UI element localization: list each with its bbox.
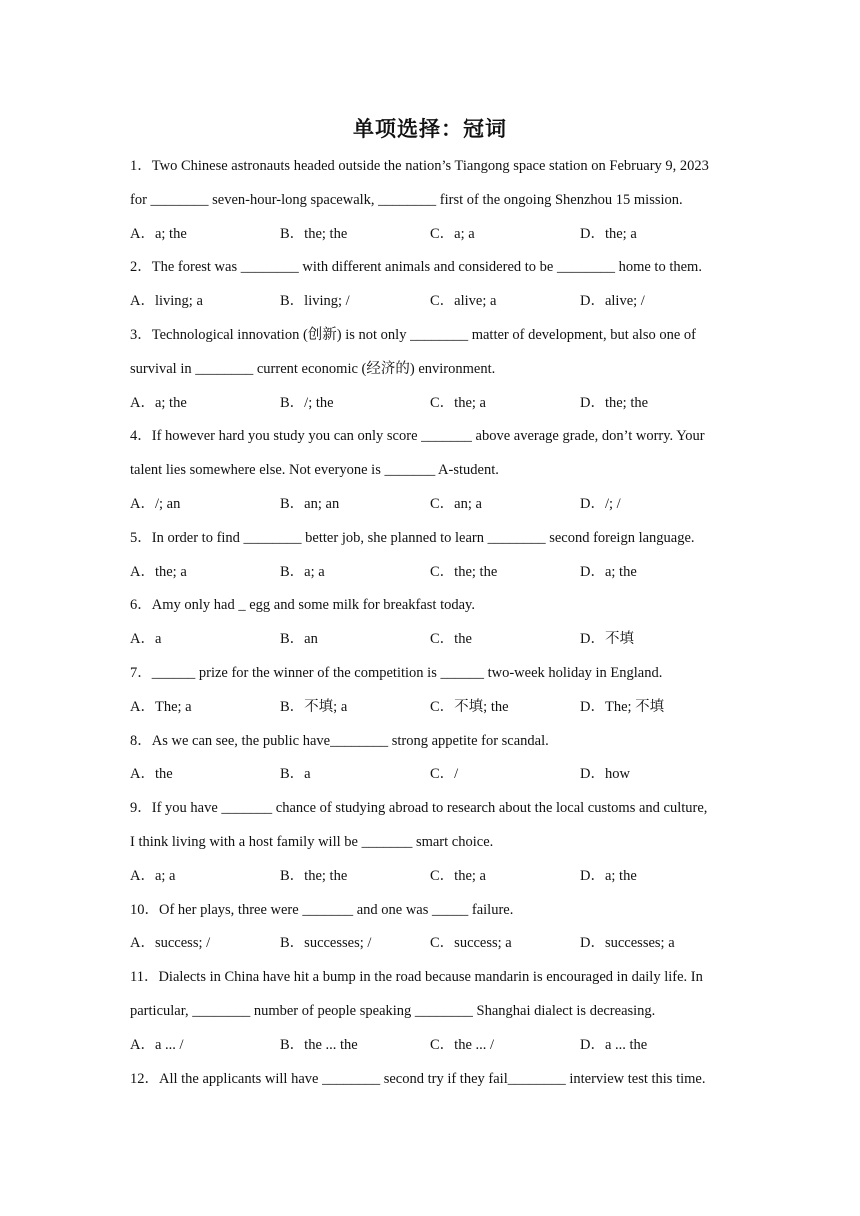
option-d: D．a; the bbox=[580, 563, 637, 580]
page-title: 单项选择：冠词 bbox=[353, 117, 507, 141]
question-6 bbox=[130, 589, 740, 657]
option-row bbox=[130, 758, 740, 792]
option-b: B．living; / bbox=[280, 293, 350, 310]
question-text-line: 7．______ prize for the winner of the competition is ______ two-week holiday in England. bbox=[130, 664, 663, 681]
question-text-line: 2．The forest was ________ with different animals and considered to be ________ home to them. bbox=[130, 259, 702, 276]
option-a: A．a bbox=[130, 631, 162, 648]
option-d: D．a ... the bbox=[580, 1036, 648, 1053]
option-b: B．不填; a bbox=[280, 698, 348, 715]
question-text-line: particular, ________ number of people speaking ________ Shanghai dialect is decreasing. bbox=[130, 1002, 656, 1019]
question-text-line: 10．Of her plays, three were _______ and one was _____ failure. bbox=[130, 901, 514, 918]
option-c: C．a; a bbox=[430, 225, 475, 242]
option-c: C．the ... / bbox=[430, 1036, 495, 1053]
option-c: C．the bbox=[430, 631, 472, 648]
question-3 bbox=[130, 319, 740, 420]
option-a: A．The; a bbox=[130, 698, 192, 715]
option-a: A．success; / bbox=[130, 935, 211, 952]
option-row bbox=[130, 387, 740, 421]
option-d: D．不填 bbox=[580, 631, 634, 648]
option-c: C．the; a bbox=[430, 867, 486, 884]
question-text-line: 8．As we can see, the public have________ strong appetite for scandal. bbox=[130, 732, 549, 749]
option-a: A．the; a bbox=[130, 563, 187, 580]
question-text-line: survival in ________ current economic (经济的) environment. bbox=[130, 360, 496, 377]
question-text-line: I think living with a host family will be _______ smart choice. bbox=[130, 833, 494, 850]
option-b: B．the; the bbox=[280, 867, 348, 884]
question-11 bbox=[130, 961, 740, 1062]
option-a: A．a ... / bbox=[130, 1036, 184, 1053]
question-10 bbox=[130, 894, 740, 962]
option-d: D．The; 不填 bbox=[580, 698, 665, 715]
question-text-line: talent lies somewhere else. Not everyone is _______ A-student. bbox=[130, 462, 499, 479]
question-12 bbox=[130, 1063, 740, 1097]
option-row bbox=[130, 623, 740, 657]
option-c: C．success; a bbox=[430, 935, 512, 952]
option-row bbox=[130, 218, 740, 252]
question-text-line: 6．Amy only had _ egg and some milk for breakfast today. bbox=[130, 597, 475, 614]
option-a: A．living; a bbox=[130, 293, 203, 310]
question-5 bbox=[130, 522, 740, 590]
option-d: D．the; the bbox=[580, 394, 649, 411]
option-a: A．a; the bbox=[130, 394, 187, 411]
option-c: C．/ bbox=[430, 766, 459, 783]
question-text-line: 12．All the applicants will have ________ second try if they fail________ interview test this time. bbox=[130, 1070, 706, 1087]
option-row bbox=[130, 556, 740, 590]
option-b: B．an bbox=[280, 631, 318, 648]
option-c: C．the; the bbox=[430, 563, 498, 580]
option-d: D．alive; / bbox=[580, 293, 645, 310]
question-4 bbox=[130, 420, 740, 521]
question-text-line: 3．Technological innovation (创新) is not only ________ matter of development, but also one of bbox=[130, 326, 696, 343]
option-c: C．不填; the bbox=[430, 698, 509, 715]
option-d: D．how bbox=[580, 766, 630, 783]
question-text-line: 9．If you have _______ chance of studying abroad to research about the local customs and culture, bbox=[130, 800, 708, 817]
question-8 bbox=[130, 725, 740, 793]
question-9 bbox=[130, 792, 740, 893]
option-row bbox=[130, 1029, 740, 1063]
option-b: B．the ... the bbox=[280, 1036, 358, 1053]
option-b: B．an; an bbox=[280, 495, 340, 512]
option-d: D．a; the bbox=[580, 867, 637, 884]
option-row bbox=[130, 488, 740, 522]
option-d: D．successes; a bbox=[580, 935, 675, 952]
question-1 bbox=[130, 150, 740, 251]
option-row bbox=[130, 860, 740, 894]
question-list bbox=[130, 150, 740, 1096]
option-c: C．alive; a bbox=[430, 293, 497, 310]
option-b: B．the; the bbox=[280, 225, 348, 242]
option-b: B．a; a bbox=[280, 563, 325, 580]
option-c: C．an; a bbox=[430, 495, 482, 512]
question-text-line: 1．Two Chinese astronauts headed outside the nation’s Tiangong space station on February 9, 2023 bbox=[130, 158, 709, 174]
option-row bbox=[130, 691, 740, 725]
question-7 bbox=[130, 657, 740, 725]
option-b: B．a bbox=[280, 766, 311, 783]
question-text-line: 4．If however hard you study you can only score _______ above average grade, don’t worry. Your bbox=[130, 428, 705, 445]
option-d: D．/; / bbox=[580, 495, 621, 512]
option-a: A．/; an bbox=[130, 495, 181, 512]
question-text-line: 5．In order to find ________ better job, she planned to learn ________ second foreign language. bbox=[130, 529, 695, 546]
option-c: C．the; a bbox=[430, 394, 486, 411]
option-row bbox=[130, 927, 740, 961]
question-text-line: for ________ seven-hour-long spacewalk, ________ first of the ongoing Shenzhou 15 mission. bbox=[130, 191, 683, 208]
option-d: D．the; a bbox=[580, 225, 637, 242]
question-2 bbox=[130, 251, 740, 319]
question-text-line: 11．Dialects in China have hit a bump in the road because mandarin is encouraged in daily life. In bbox=[130, 969, 703, 986]
option-b: B．successes; / bbox=[280, 935, 372, 952]
option-a: A．the bbox=[130, 766, 173, 783]
option-row bbox=[130, 285, 740, 319]
option-a: A．a; a bbox=[130, 867, 176, 884]
option-b: B．/; the bbox=[280, 394, 334, 411]
option-a: A．a; the bbox=[130, 225, 187, 242]
